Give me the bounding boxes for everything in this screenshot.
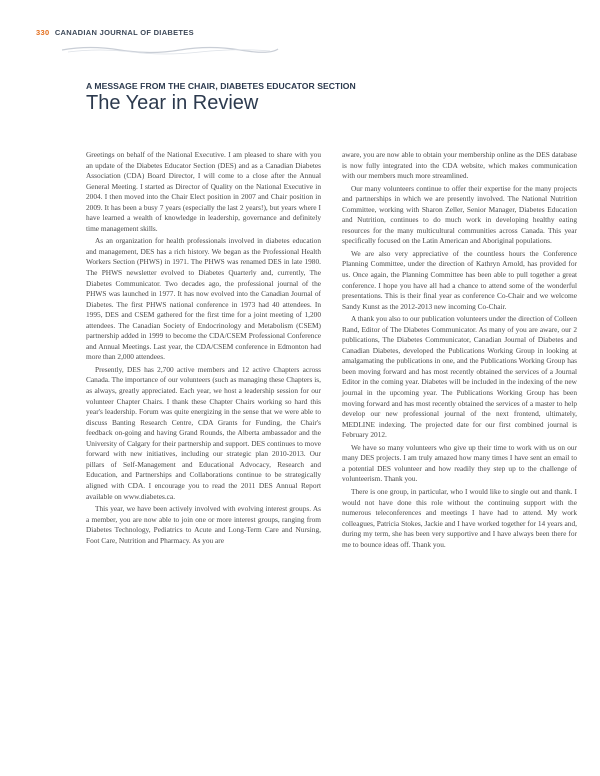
paragraph: We have so many volunteers who give up their time to work with us on our many DES projects. I am truly amazed how many times I have sent an email to a potential DES volunteer and how readily they step up to the challenge of volunteerism. Thank you.	[342, 442, 577, 484]
paragraph: aware, you are now able to obtain your membership online as the DES database is now fully integrated into the CDA website, which makes communication with our members much more streamlined.	[342, 150, 577, 181]
right-column	[342, 150, 577, 550]
header-decorative-rule	[60, 44, 280, 56]
paragraph: A thank you also to our publication volunteers under the direction of Colleen Rand, Editor of The Diabetes Communicator. As many of you are aware, our 2 publications, The Diabetes Communicator, Canadian Journal of Diabetes and Canadian Diabetes, developed the Publications Working Group in looking at amalgamating the publications in one, and the Publications Working Group has been moving forward and has most recently obtained the services of a Journal Editor in the coming year. Diabetes will be included in the indexing of the new journal in the upcoming year. The Publications Working Group has been moving forward and has most recently obtained the services of a master to help develop our new professional journal of the next frontend, ultimately, MEDLINE indexing. The projected date for our first combined journal is February 2012.	[342, 314, 577, 440]
paragraph: We are also very appreciative of the countless hours the Conference Planning Committee, under the direction of Kathryn Arnold, has provided for us. Once again, the Planning Committee has been able to pull together a great conference. I hope you have all had a chance to attend some of the wonderful presentations. This is their final year as conference Co-Chair and we welcome Sandy Kunst as the 2012-2013 new incoming Co-Chair.	[342, 248, 577, 311]
paragraph: Greetings on behalf of the National Executive. I am pleased to share with you an update of the Diabetes Educator Section (DES) and as a Canadian Diabetes Association (CDA) Board Director, I will come to a close after the Annual General Meeting. I started as Director of Quality on the National Executive in 2004. I then moved into the Chair Elect position in 2007 and Chair position in 2009. It has been a busy 7 years (especially the last 2 years!), but years where I have learned a wealth of knowledge in leadership, governance and definitely time management skills.	[86, 150, 321, 233]
article-title: The Year in Review	[86, 92, 259, 114]
running-header	[36, 28, 194, 37]
left-column	[86, 150, 321, 546]
paragraph: Our many volunteers continue to offer their expertise for the many projects and partnerships in which we are presently involved. The National Nutrition Committee, working with Sharon Zeller, Senior Manager, Diabetes Education and Nutrition, continues to do much work in developing healthy eating resources for the many multicultural communities across Canada. This year specifically focused on the Latin American and Aboriginal populations.	[342, 183, 577, 246]
paragraph: There is one group, in particular, who I would like to single out and thank. I would not have done this role without the continuing support with the numerous teleconferences and meetings I have had to attend. My work colleagues, Patricia Stokes, Jackie and I have worked together for 14 years and, during my term, she has been very supportive and I have always been there for me to bounce ideas off. Thank you.	[342, 486, 577, 549]
article-kicker: A MESSAGE FROM THE CHAIR, DIABETES EDUCATOR SECTION	[86, 81, 356, 91]
paragraph: This year, we have been actively involved with evolving interest groups. As a member, you are now able to join one or more interest groups, ranging from Diabetes Technology, Pediatrics to Acute and Long-Term Care and Nursing, Foot Care, Nutrition and Pharmacy. As you are	[86, 504, 321, 545]
paragraph: As an organization for health professionals involved in diabetes education and management, DES has a rich history. We began as the Professional Health Workers Section (PHWS) in 1971. The PHWS was renamed DES in late 1980. The PHWS newsletter evolved to Diabetes Quarterly and, currently, The Diabetes Communicator. Two decades ago, the professional journal of the PHWS was launched in 1977. It has now evolved into the Canadian Journal of Diabetes. The first PHWS national conference in 1973 had 40 attendees. In 1995, DES and CSEM gathered for the first time for a joint meeting of 1,200 attendees. The Canadian Society of Endocrinology and Metabolism (CSEM) partnership added in 1999 to become the CDA/CSEM Professional Conference and Annual Meetings. Last year, the CDA/CSEM conference in Edmonton had more than 2,000 attendees.	[86, 236, 321, 362]
paragraph: Presently, DES has 2,700 active members and 12 active Chapters across Canada. The importance of our volunteers (such as managing these Chapters is, as always, greatly appreciated. Each year, we host a leadership session for our volunteer Chapter Chairs. I thank these Chapter Chairs working so hard this year's leadership. Forum was quite energizing in the sense that we were able to discuss Banting Research Centre, CDA Grants for Funding, the Chair's feedback on-going and having Grand Rounds, the Alberta ambassador and the University of Calgary for their partnership and support. DES continues to move forward with new initiatives, including our strategic plan 2010-2013. Our pillars of Self-Management and Educational Advocacy, Research and Education, and Partnerships and Collaborations continue to be strategically aligned with CDA. I encourage you to read the 2011 DES Annual Report available on www.diabetes.ca.	[86, 364, 321, 501]
page-number: 330	[36, 28, 50, 37]
journal-title: CANADIAN JOURNAL OF DIABETES	[54, 28, 194, 37]
